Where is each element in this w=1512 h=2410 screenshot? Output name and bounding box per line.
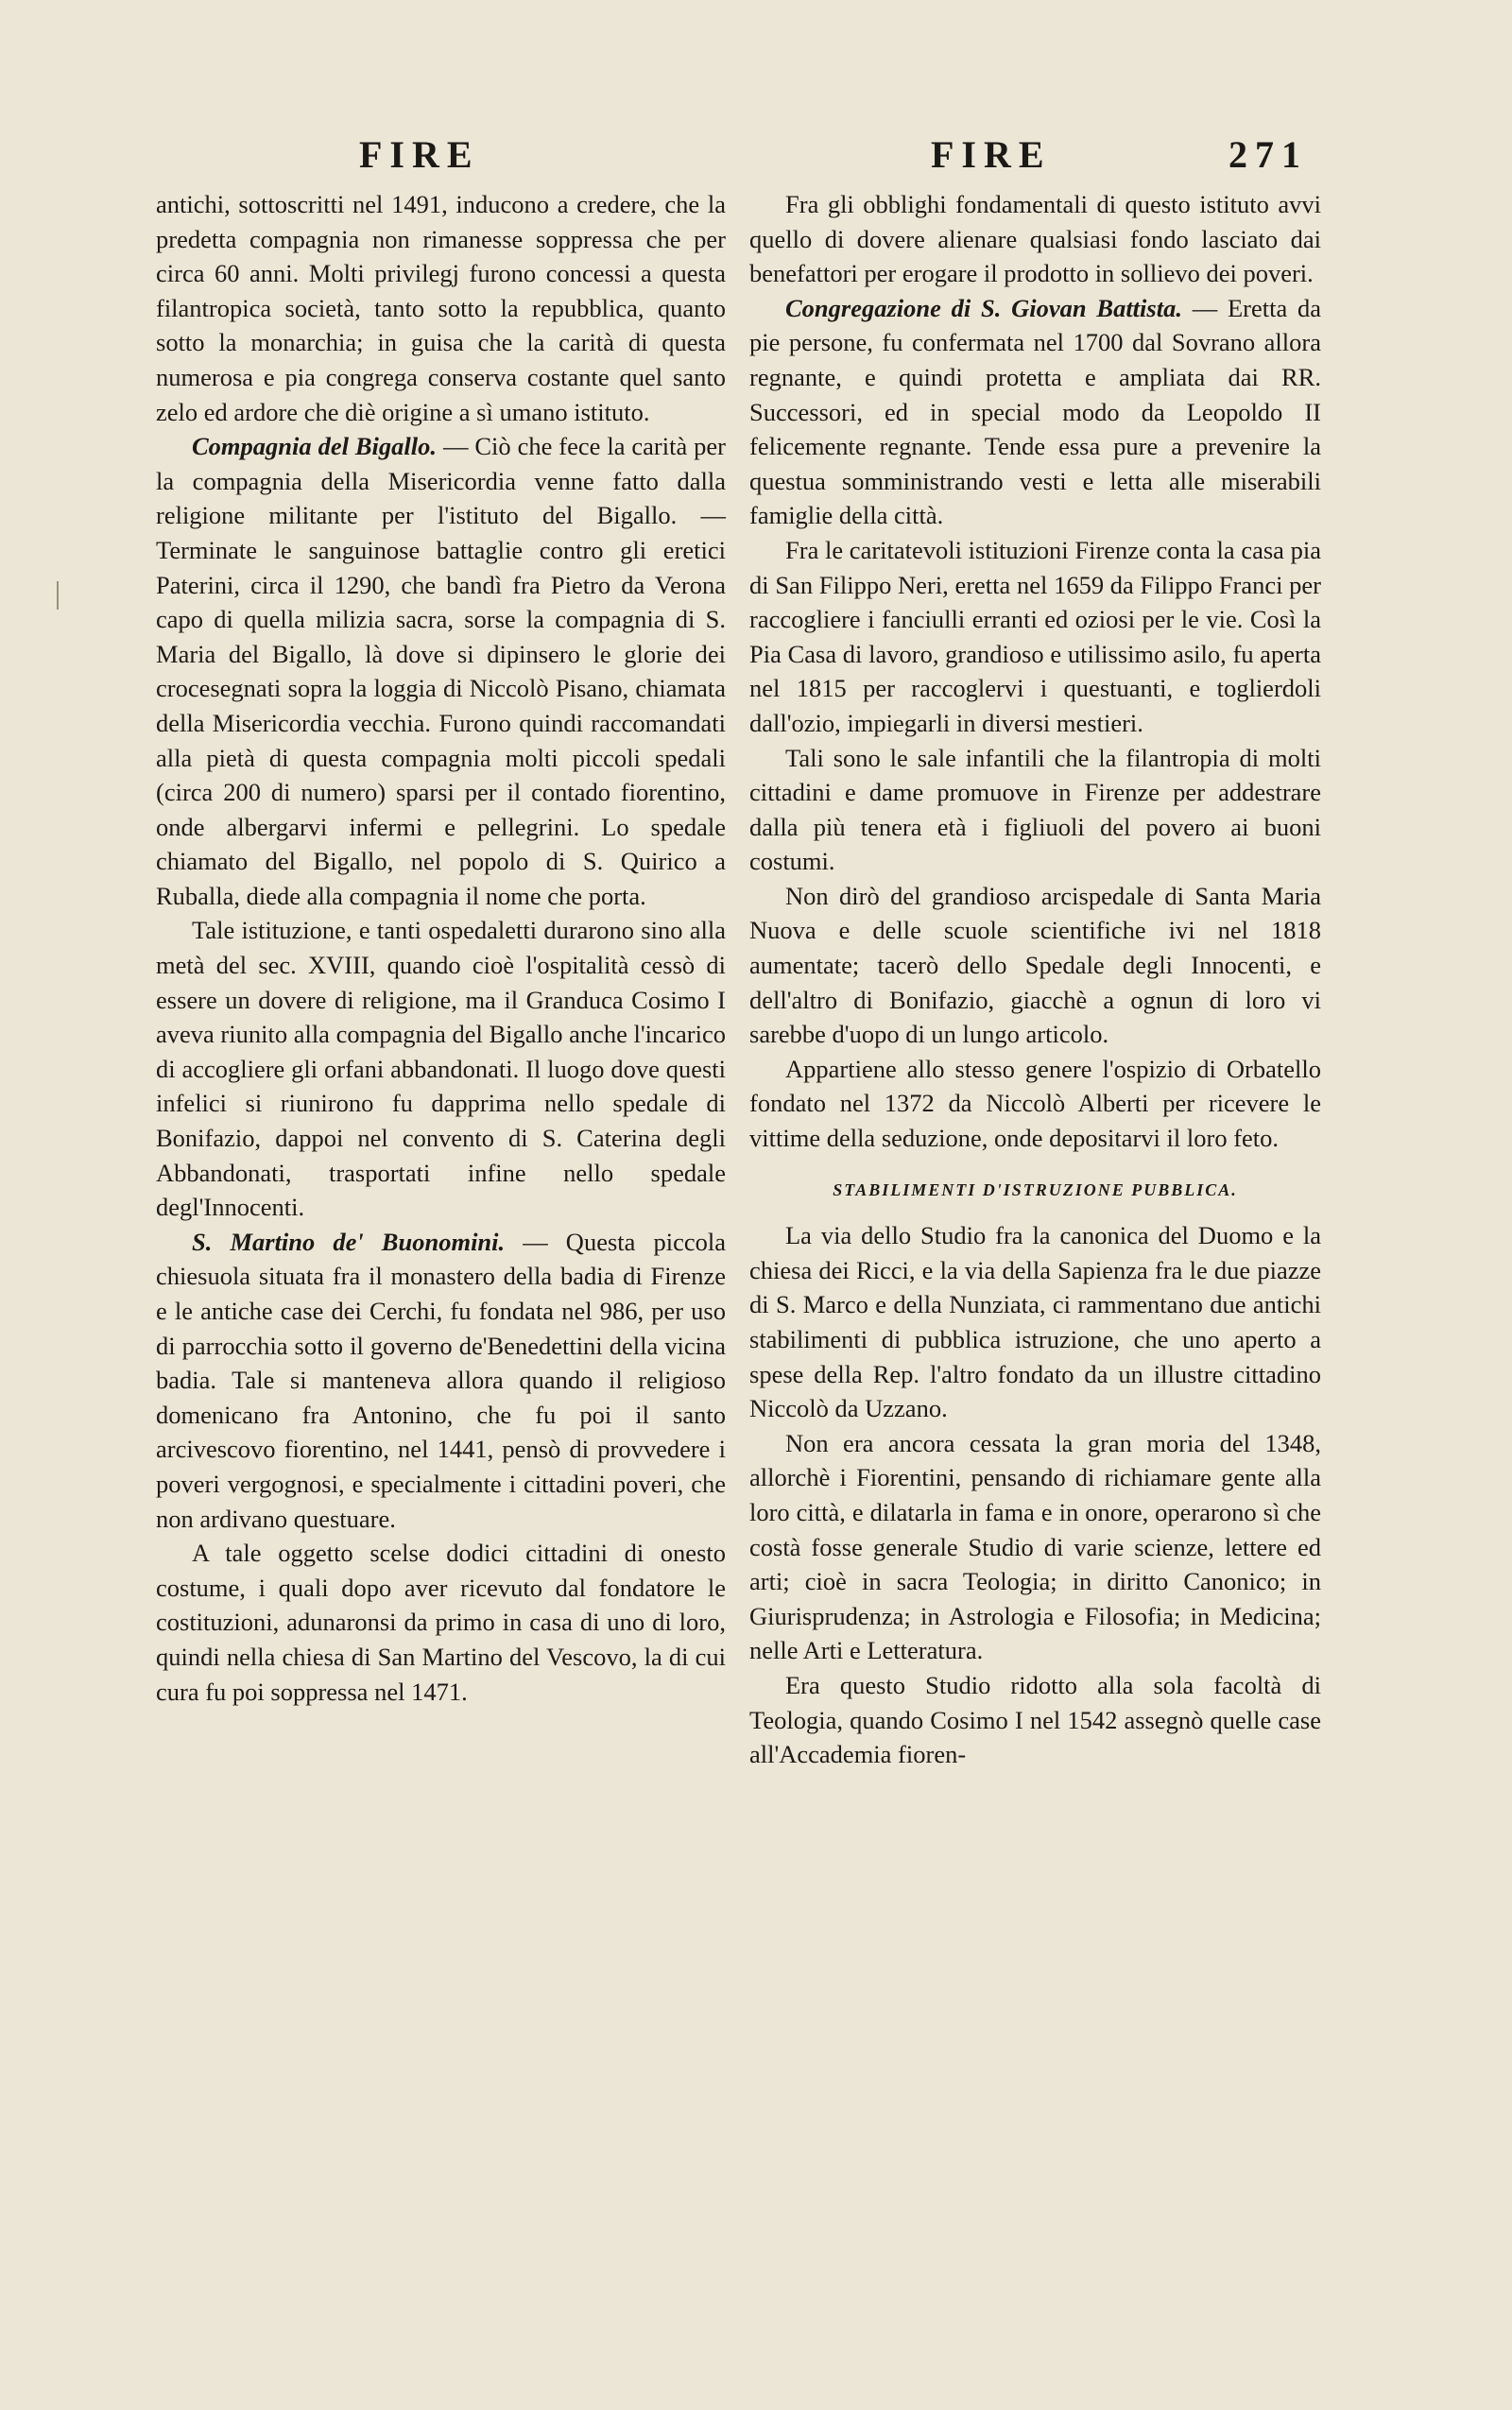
paragraph: Congregazione di S. Giovan Battista. — Eretta da pie persone, fu confermata nel 1700 dal Sovrano allora regnante, e quindi protetta e ampliata dai RR. Successori, ed in special modo da Leopoldo II felicemente regnante. Tende essa pure a prevenire la questua somministrando vesti e letta alle miserabili famiglie della città.	[749, 293, 1321, 530]
right-column	[749, 187, 1321, 1772]
paragraph: Non era ancora cessata la gran moria del 1348, allorchè i Fiorentini, pensando di richiamare gente alla loro città, e dilatarla in fama e in onore, operarono sì che costà fosse generale Studio di varie scienze, lettere ed arti; cioè in sacra Teologia; in diritto Canonico; in Giurisprudenza; in Astrologia e Filosofia; in Medicina; nelle Arti e Letteratura.	[749, 1428, 1321, 1665]
paragraph: Fra le caritatevoli istituzioni Firenze conta la casa pia di San Filippo Neri, eretta nel 1659 da Filippo Franci per raccogliere i fanciulli erranti ed oziosi per le vie. Così la Pia Casa di lavoro, grandioso e utilissimo asilo, fu aperta nel 1815 per raccoglervi i questuanti, e toglierdoli dall'ozio, impiegarli in diversi mestieri.	[749, 535, 1321, 737]
paragraph: A tale oggetto scelse dodici cittadini di onesto costume, i quali dopo aver ricevuto dal fondatore le costituzioni, adunaronsi da primo in casa di uno di loro, quindi nella chiesa di San Martino del Vescovo, la di cui cura fu poi soppressa nel 1471.	[156, 1539, 726, 1706]
left-column	[156, 187, 726, 1709]
paragraph: Tali sono le sale infantili che la filantropia di molti cittadini e dame promuove in Firenze per addestrare dalla più tenera età i figliuoli del povero ai buoni costumi.	[749, 743, 1321, 876]
paragraph-title: Congregazione di S. Giovan Battista.	[785, 293, 1182, 322]
paragraph: Compagnia del Bigallo. — Ciò che fece la carità per la compagnia della Misericordia venne fatto dalla religione militante per l'istituto del Bigallo. — Terminate le sanguinose battaglie contro gli eretici Paterini, circa il 1290, che bandì fra Pietro da Verona capo di quella milizia sacra, sorse la compagnia di S. Maria del Bigallo, là dove si dipinsero le glorie dei crocesegnati sopra la loggia di Niccolò Pisano, chiamata della Misericordia vecchia. Furono quindi raccomandati alla pietà di questa compagnia molti piccoli spedali (circa 200 di numero) sparsi per il contado fiorentino, onde albergarvi infermi e pellegrini. Lo spedale chiamato del Bigallo, nel popolo di S. Quirico a Ruballa, diede alla compagnia il nome che porta.	[156, 432, 726, 910]
paragraph: Fra gli obblighi fondamentali di questo istituto avvi quello di dovere alienare qualsiasi fondo lasciato dai benefattori per erogare il prodotto in sollievo dei poveri.	[749, 190, 1321, 288]
page-number: 271	[1228, 133, 1308, 176]
right-running-head: FIRE	[931, 133, 1052, 176]
paragraph: antichi, sottoscritti nel 1491, inducono a credere, che la predetta compagnia non rimanesse soppressa che per circa 60 anni. Molti privilegj furono concessi a questa filantropica società, tanto sotto la repubblica, quanto sotto la monarchia; in guisa che la carità di questa numerosa e pia congrega conserva costante quel santo zelo ed ardore che diè origine a sì umano istituto.	[156, 190, 726, 426]
paragraph: Tale istituzione, e tanti ospedaletti durarono sino alla metà del sec. XVIII, quando cioè l'ospitalità cessò di essere un dovere di religione, ma il Granduca Cosimo I aveva riunito alla compagnia del Bigallo anche l'incarico di accogliere gli orfani abbandonati. Il luogo dove questi infelici si riunirono fu dapprima nello spedale di Bonifazio, dappoi nel convento di S. Caterina degli Abbandonati, trasportati infine nello spedale degl'Innocenti.	[156, 916, 726, 1222]
paragraph: Non dirò del grandioso arcispedale di Santa Maria Nuova e delle scuole scientifiche ivi nel 1818 aumentate; tacerò dello Spedale degli Innocenti, e dell'altro di Bonifazio, giacchè a ognun di loro vi sarebbe d'uopo di un lungo articolo.	[749, 881, 1321, 1049]
paragraph-title: Compagnia del Bigallo.	[192, 432, 438, 461]
paragraph: Appartiene allo stesso genere l'ospizio di Orbatello fondato nel 1372 da Niccolò Alberti per ricevere le vittime della seduzione, onde depositarvi il loro feto.	[749, 1054, 1321, 1153]
paragraph: La via dello Studio fra la canonica del Duomo e la chiesa dei Ricci, e la via della Sapienza fra le due piazze di S. Marco e della Nunziata, ci rammentano due antichi stabilimenti di pubblica istruzione, che uno aperto a spese della Rep. l'altro fondato da un illustre cittadino Niccolò da Uzzano.	[749, 1221, 1321, 1423]
paragraph-title: S. Martino de' Buonomini.	[192, 1227, 506, 1256]
section-heading: STABILIMENTI D'ISTRUZIONE PUBBLICA.	[833, 1179, 1238, 1199]
paragraph: S. Martino de' Buonomini. — Questa piccola chiesuola situata fra il monastero della badia di Firenze e le antiche case dei Cerchi, fu fondata nel 986, per uso di parrocchia sotto il governo de'Benedettini della vicina badia. Tale si manteneva allora quando il religioso domenicano fra Antonino, che fu poi il santo arcivescovo fiorentino, nel 1441, pensò di provvedere i poveri vergognosi, e specialmente i cittadini poveri, che non ardivano questuare.	[156, 1227, 726, 1533]
left-running-head: FIRE	[359, 133, 480, 176]
margin-mark	[57, 581, 59, 610]
paragraph: Era questo Studio ridotto alla sola facoltà di Teologia, quando Cosimo I nel 1542 assegnò quelle case all'Accademia fioren-	[749, 1670, 1321, 1769]
